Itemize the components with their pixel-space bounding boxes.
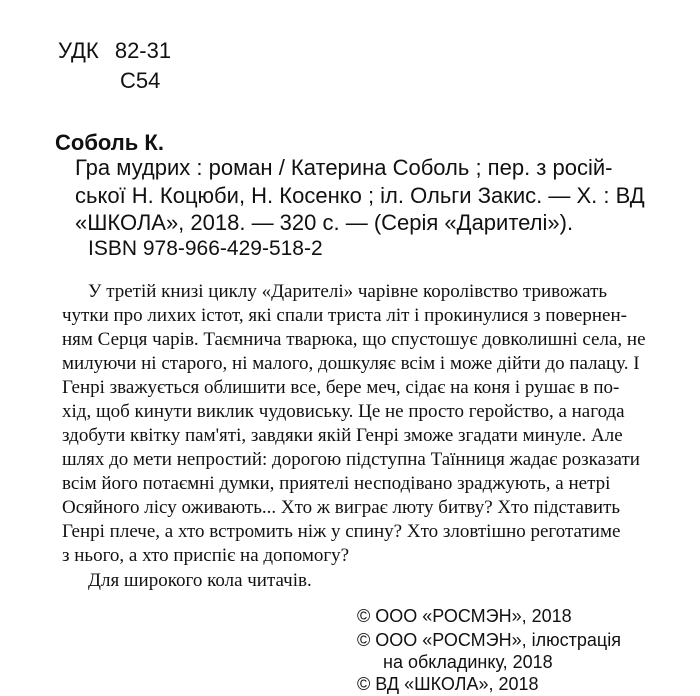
udk-code: 82-31: [114, 38, 172, 63]
biblio-line: Гра мудрих : роман / Катерина Соболь ; пер. з росій-: [75, 155, 613, 180]
udk-row: [58, 38, 171, 64]
annotation-line: всім його потаємні думки, приятелі несподівано зраджують, а нетрі: [62, 473, 611, 494]
copyright-line: © ВД «ШКОЛА», 2018: [357, 674, 539, 694]
author-heading: Соболь К.: [55, 130, 164, 155]
annotation-line: Генрі зважується облишити все, бере меч, сідає на коня і рушає в по-: [62, 377, 620, 398]
copyright-line: © ООО «РОСМЭН», ілюстрація: [357, 630, 621, 650]
annotation-line: шлях до мети непростий: дорогою підступна Таїнниця жадає розказати: [62, 449, 640, 470]
annotation-line: милуючи ні старого, ні малого, дошкуляє всім і може дійти до палацу. І: [62, 353, 640, 374]
biblio-line: «ШКОЛА», 2018. — 320 с. — (Серія «Дарителі»).: [75, 210, 574, 235]
annotation-line: чутки про лихих істот, які спали триста літ і прокинулися з повернен-: [62, 305, 627, 326]
annotation-line: ням Серця чарів. Таємнича тварюка, що спустошує довколишні села, не: [62, 329, 646, 350]
isbn: ISBN 978-966-429-518-2: [88, 237, 323, 260]
annotation-line: з нього, а хто приспіє на допомогу?: [62, 545, 350, 566]
annotation-line: У третій книзі циклу «Дарителі» чарівне королівство тривожать: [88, 281, 608, 302]
annotation-line: Осяйного лісу оживають... Хто ж виграє люту битву? Хто підставить: [62, 497, 621, 518]
copyright-line: на обкладинку, 2018: [383, 652, 553, 672]
cutter-number: С54: [120, 68, 161, 93]
biblio-line: ської Н. Коцюби, Н. Косенко ; іл. Ольги Закис. — Х. : ВД: [75, 183, 645, 208]
annotation-line: Генрі плече, а хто встромить ніж у спину? Хто зловтішно реготатиме: [62, 521, 621, 542]
audience-note: Для широкого кола читачів.: [88, 570, 312, 591]
copyright-line: © ООО «РОСМЭН», 2018: [357, 606, 572, 626]
udk-label: УДК: [58, 38, 99, 63]
annotation-line: здобути квітку пам'яті, завдяки якій Генрі зможе згадати минуле. Але: [62, 425, 623, 446]
annotation-line: хід, щоб кинути виклик чудовиську. Це не просто геройство, а нагода: [62, 401, 625, 422]
